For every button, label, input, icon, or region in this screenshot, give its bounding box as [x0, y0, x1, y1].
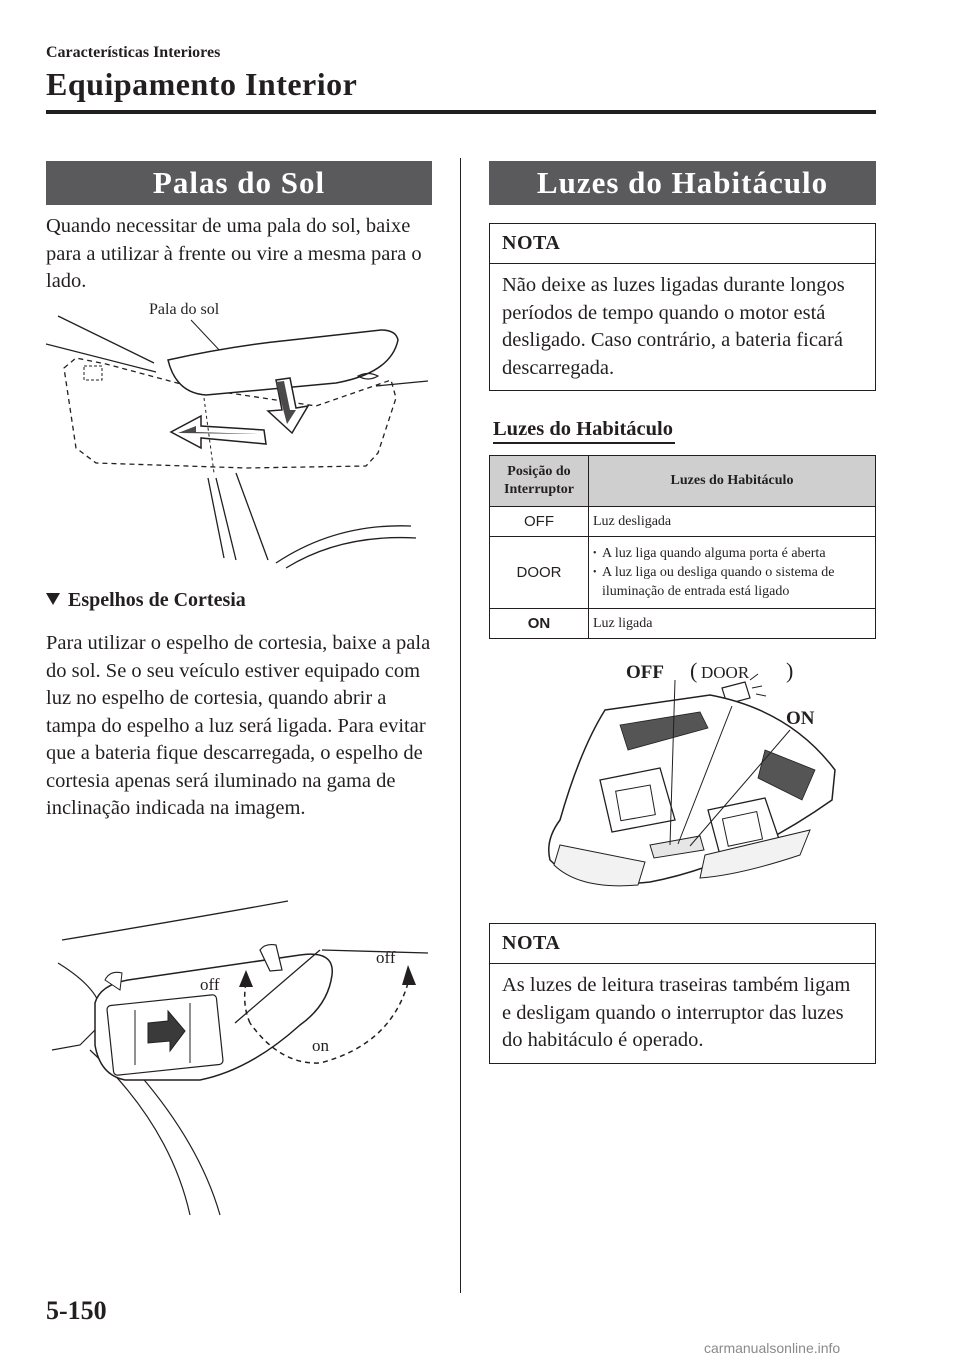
switch-description: [589, 537, 876, 609]
note-heading: NOTA: [490, 224, 875, 264]
switch-position: ON: [490, 609, 589, 639]
note-text: As luzes de leitura traseiras também ligam e desligam quando o interruptor das luzes do habitáculo é operado.: [502, 974, 851, 1051]
switch-position-table: [489, 455, 876, 639]
table-header-position: Posição do Interruptor: [490, 456, 589, 507]
triangle-bullet-icon: [46, 593, 60, 605]
svg-text:): ): [786, 658, 794, 683]
switch-description: Luz ligada: [589, 609, 876, 639]
table-header-lights: Luzes do Habitáculo: [589, 456, 876, 507]
switch-position: DOOR: [490, 537, 589, 609]
vanity-mirror-heading: Espelhos de Cortesia: [46, 589, 246, 612]
switch-position: OFF: [490, 507, 589, 537]
section-label: Características Interiores: [46, 44, 221, 61]
off-label-left: off: [200, 975, 220, 994]
on-switch-label: ON: [786, 708, 815, 729]
column-divider: [460, 158, 461, 1293]
sun-visor-illustration: [46, 298, 436, 573]
cabin-lights-banner: Luzes do Habitáculo: [489, 161, 876, 205]
list-item: • A luz liga quando alguma porta é aberta: [593, 544, 871, 563]
table-row: [490, 537, 876, 609]
switch-description: Luz desligada: [589, 507, 876, 537]
off-label-right: off: [376, 948, 396, 967]
sun-visor-label: Pala do sol: [149, 301, 220, 318]
page-title: Equipamento Interior: [46, 66, 358, 102]
note-heading: NOTA: [490, 924, 875, 964]
table-header-row: [490, 456, 876, 507]
note-box-rear-lights: [489, 923, 876, 1064]
table-row: [490, 507, 876, 537]
vanity-mirror-text: Para utilizar o espelho de cortesia, baixe a pala do sol. Se o seu veículo estiver equipado com luz no espelho de cortesia, quando abrir a tampa do espelho a luz será ligada. Para evitar que a bateria fique descarregada, o espelho de cortesia apenas será iluminado na gama de inclinação indicada na imagem.: [46, 632, 431, 819]
svg-text:(: (: [690, 658, 698, 683]
off-switch-label: OFF: [626, 662, 664, 683]
note-text: Não deixe as luzes ligadas durante longos períodos de tempo quando o motor está desligado. Caso contrário, a bateria ficará descarregada.: [502, 274, 845, 379]
sun-visor-banner: Palas do Sol: [46, 161, 432, 205]
overhead-console-illustration: [540, 650, 840, 900]
note-box-battery: [489, 223, 876, 391]
watermark-text: carmanualsonline.info: [704, 1340, 841, 1356]
list-item: • A luz liga ou desliga quando o sistema de iluminação de entrada está ligado: [593, 563, 871, 601]
header-divider: [46, 110, 876, 114]
cabin-lights-section-title: Luzes do Habitáculo: [493, 418, 675, 444]
table-row: [490, 609, 876, 639]
vanity-mirror-illustration: [50, 895, 440, 1225]
page-number: 5-150: [46, 1296, 107, 1325]
door-switch-label: DOOR: [701, 663, 750, 682]
sun-visor-intro: Quando necessitar de uma pala do sol, baixe para a utilizar à frente ou vire a mesma para o lado.: [46, 215, 422, 292]
on-label: on: [312, 1036, 329, 1055]
